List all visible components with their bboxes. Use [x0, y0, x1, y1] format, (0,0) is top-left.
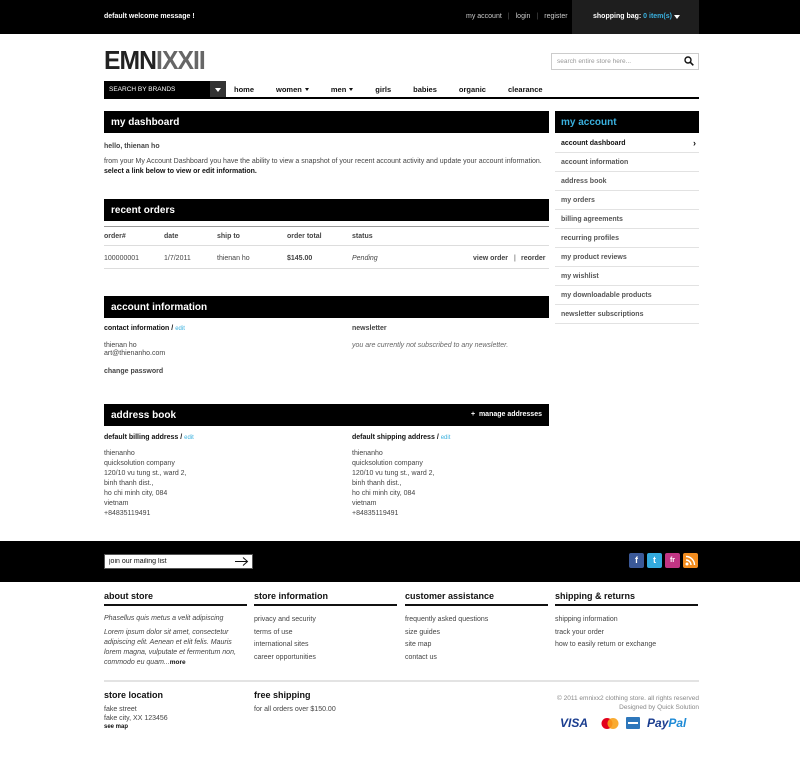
- order-date: 1/7/2011: [164, 255, 191, 262]
- search-input[interactable]: [552, 54, 672, 69]
- contact-email: art@thienanho.com: [104, 350, 166, 357]
- main-nav: [234, 85, 565, 94]
- column-header-status: status: [352, 233, 373, 240]
- paypal-icon: PayPal: [647, 716, 687, 730]
- nav-item-clearance[interactable]: clearance: [507, 85, 543, 94]
- footer-assistance-title: customer assistance: [405, 591, 548, 606]
- shopping-bag-label: shopping bag:: [593, 13, 642, 20]
- free-shipping-text: for all orders over $150.00: [254, 706, 336, 713]
- register-link[interactable]: register: [544, 13, 568, 20]
- footer-assistance-links: [405, 614, 488, 664]
- manage-addresses-button[interactable]: + manage addresses: [470, 411, 542, 418]
- column-header-total: order total: [287, 233, 322, 240]
- nav-item-home[interactable]: home: [234, 85, 255, 94]
- order-total: $145.00: [287, 255, 313, 262]
- edit-contact-link[interactable]: edit: [175, 326, 185, 332]
- column-header-order: order#: [104, 233, 126, 240]
- account-info-header: account information: [104, 296, 549, 318]
- recent-orders-header: recent orders: [104, 199, 549, 221]
- nav-item-men[interactable]: men: [331, 85, 353, 94]
- address-book-header: address book + manage addresses: [104, 404, 549, 426]
- sidebar-item-account-dashboard[interactable]: account dashboard ›: [555, 134, 699, 153]
- edit-billing-link[interactable]: edit: [184, 435, 194, 441]
- column-header-date: date: [164, 233, 179, 240]
- footer-link[interactable]: career opportunities: [254, 653, 316, 661]
- contact-info-title: contact information / edit: [104, 325, 185, 332]
- nav-item-women[interactable]: women: [276, 85, 309, 94]
- sidebar-item-billing-agreements[interactable]: billing agreements: [555, 210, 699, 229]
- footer-divider: [104, 680, 699, 682]
- footer-store-info-links: [254, 614, 316, 664]
- amex-icon: [626, 717, 640, 729]
- chevron-down-icon: [210, 81, 226, 98]
- order-number: 100000001: [104, 255, 140, 262]
- footer-link[interactable]: privacy and security: [254, 616, 316, 623]
- mailing-list-form: [104, 554, 253, 569]
- chevron-down-icon: [674, 15, 680, 19]
- twitter-icon[interactable]: t: [647, 553, 662, 568]
- nav-item-babies[interactable]: babies: [413, 85, 437, 94]
- chevron-down-icon: [305, 88, 309, 91]
- footer-shipping-title: shipping & returns: [555, 591, 698, 606]
- footer-link[interactable]: international sites: [254, 641, 309, 648]
- sidebar-item-wishlist[interactable]: my wishlist: [555, 267, 699, 286]
- footer-link[interactable]: how to easily return or exchange: [555, 641, 657, 648]
- store-logo[interactable]: EMNIXXII: [104, 45, 205, 75]
- footer-about-title: about store: [104, 591, 247, 606]
- dashboard-header: [104, 111, 549, 133]
- table-bottom-border: [104, 268, 549, 269]
- plus-icon: +: [470, 411, 476, 418]
- change-password-link[interactable]: change password: [104, 368, 164, 375]
- about-more-link[interactable]: more: [169, 659, 186, 666]
- search-icon[interactable]: [684, 56, 694, 66]
- nav-divider: [104, 97, 699, 99]
- sidebar-title: my account: [555, 111, 699, 133]
- column-header-ship-to: ship to: [217, 233, 240, 240]
- my-account-link[interactable]: my account: [466, 13, 502, 20]
- sidebar-item-product-reviews[interactable]: my product reviews: [555, 248, 699, 267]
- footer-shipping-links: [555, 614, 656, 652]
- search-box: [551, 53, 699, 70]
- sidebar-item-my-orders[interactable]: my orders: [555, 191, 699, 210]
- see-map-link[interactable]: see map: [104, 724, 129, 730]
- footer-link[interactable]: shipping information: [555, 616, 618, 623]
- brands-select-label: SEARCH BY BRANDS: [109, 86, 176, 93]
- top-bar: [0, 0, 800, 34]
- shopping-bag-count: 0 item(s): [643, 13, 672, 20]
- visa-icon: VISA: [560, 716, 589, 730]
- chevron-right-icon: ›: [693, 138, 696, 148]
- shopping-bag[interactable]: [572, 0, 699, 34]
- sidebar-item-recurring-profiles[interactable]: recurring profiles: [555, 229, 699, 248]
- greeting: hello, thienan ho: [104, 143, 160, 150]
- footer-link[interactable]: frequently asked questions: [405, 616, 489, 623]
- payment-methods: [560, 716, 686, 730]
- store-location-title: store location: [104, 690, 164, 700]
- newsletter-title: newsletter: [352, 325, 387, 332]
- page-title: my dashboard: [111, 117, 180, 128]
- mailing-list-input[interactable]: [105, 555, 225, 568]
- shipping-address: thienanho quicksolution company 120/10 vu tung st., ward 2, binh thanh dist., ho chi minh city, 084 vietnam +84835119491: [352, 450, 435, 517]
- mastercard-icon: [600, 717, 620, 730]
- store-location-address: fake street fake city, XX 123456 see map: [104, 706, 168, 730]
- rss-icon[interactable]: [683, 553, 698, 568]
- nav-item-organic[interactable]: organic: [458, 85, 486, 94]
- footer-link[interactable]: size guides: [405, 628, 441, 636]
- sidebar-item-downloadable-products[interactable]: my downloadable products: [555, 286, 699, 305]
- footer-link[interactable]: terms of use: [254, 628, 293, 636]
- contact-name: thienan ho: [104, 342, 137, 349]
- sidebar-item-address-book[interactable]: address book: [555, 172, 699, 191]
- billing-title: default billing address / edit: [104, 434, 194, 441]
- sidebar-item-account-information[interactable]: account information: [555, 153, 699, 172]
- copyright: © 2011 emnixx2 clothing store. all rights reserved Designed by Quick Solution: [557, 695, 699, 711]
- table-header-border: [104, 245, 549, 246]
- order-status: Pending: [352, 255, 378, 262]
- chevron-down-icon: [349, 88, 353, 91]
- newsletter-status: you are currently not subscribed to any newsletter.: [352, 342, 509, 349]
- reorder-link[interactable]: reorder: [521, 255, 546, 262]
- footer-store-info-title: store information: [254, 591, 397, 606]
- sidebar-item-newsletter-subscriptions[interactable]: newsletter subscriptions: [555, 305, 699, 324]
- footer-about-text: Phasellus quis metus a velit adipiscing Lorem ipsum dolor sit amet, consectetur adipiscing elit. Aenean et elit felis. Mauris lorem magna, vulputate et fermentum non, commodo eu quam...more: [104, 615, 236, 666]
- order-ship-to: thienan ho: [217, 255, 250, 262]
- welcome-message: default welcome message !: [104, 13, 195, 20]
- top-links: my account | login | register: [466, 13, 568, 20]
- footer-link[interactable]: contact us: [405, 653, 437, 661]
- free-shipping-title: free shipping: [254, 690, 311, 700]
- billing-address: thienanho quicksolution company 120/10 vu tung st., ward 2, binh thanh dist., ho chi minh city, 084 vietnam +84835119491: [104, 450, 187, 517]
- login-link[interactable]: login: [515, 13, 531, 20]
- edit-shipping-link[interactable]: edit: [440, 435, 451, 441]
- footer-link[interactable]: site map: [405, 641, 432, 648]
- nav-item-girls[interactable]: girls: [375, 85, 392, 94]
- view-order-link[interactable]: view order: [473, 255, 509, 262]
- table-top-border: [104, 226, 549, 227]
- facebook-icon[interactable]: f: [629, 553, 644, 568]
- brands-select[interactable]: [104, 81, 226, 98]
- dashboard-intro: from your My Account Dashboard you have the ability to view a snapshot of your recent account activity and update your account information. select a link below to view or edit information.: [104, 158, 542, 175]
- flickr-icon[interactable]: fr: [665, 553, 680, 568]
- arrow-right-icon[interactable]: [235, 556, 249, 567]
- shipping-title: default shipping address / edit: [352, 434, 451, 441]
- footer-link[interactable]: track your order: [555, 628, 605, 636]
